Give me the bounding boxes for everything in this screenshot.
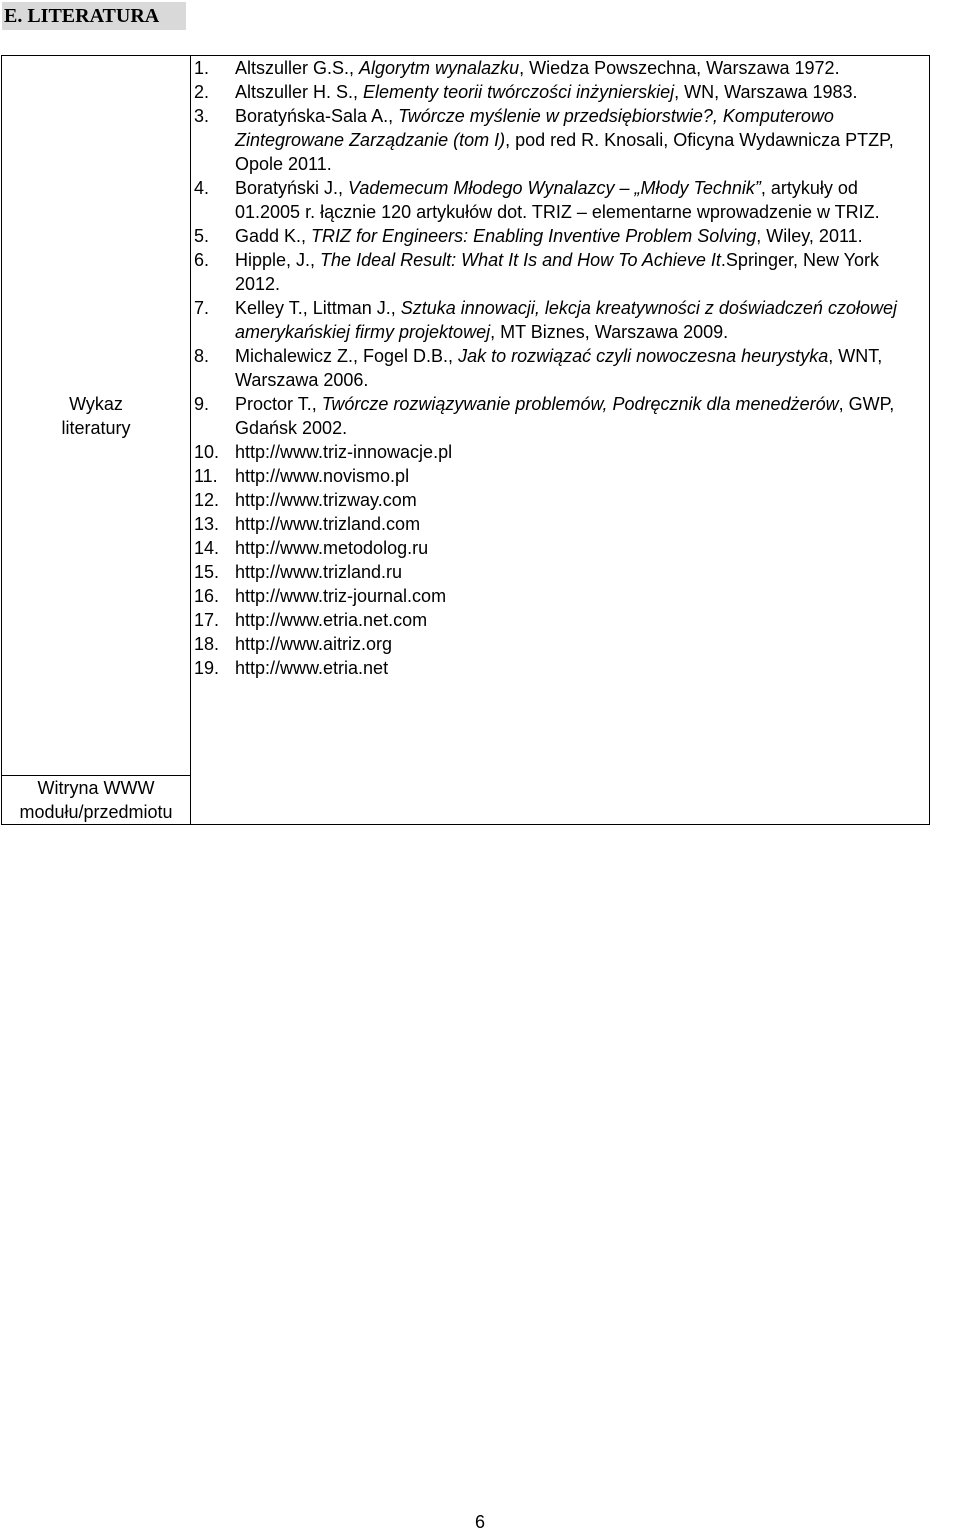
reference-item — [191, 632, 929, 656]
reference-item — [191, 104, 929, 176]
reference-text: Proctor T., — [235, 394, 322, 414]
reference-number: 13. — [194, 514, 220, 534]
website-label-line: modułu/przedmiotu — [19, 802, 173, 822]
reference-list — [191, 56, 929, 680]
reference-text: Michalewicz Z., Fogel D.B., — [235, 346, 459, 366]
reference-title: Sztuka innowacji, lekcja kreatywności z doświadczeń czołowej amerykańskiej firmy projektowej — [235, 298, 897, 342]
reference-number: 7. — [194, 298, 210, 318]
reference-text: http://www.etria.net.com — [235, 610, 428, 630]
literature-table — [1, 55, 930, 825]
reference-item — [191, 56, 929, 80]
reference-item — [191, 248, 929, 296]
reference-number: 18. — [194, 634, 220, 654]
reference-item — [191, 488, 929, 512]
reference-item — [191, 536, 929, 560]
reference-text: , WNT, Warszawa 2006. — [235, 346, 883, 390]
reference-text: http://www.trizland.ru — [235, 562, 403, 582]
reference-item — [191, 296, 929, 344]
website-label-cell — [2, 776, 191, 825]
reference-number: 19. — [194, 658, 220, 678]
reference-text: http://www.metodolog.ru — [235, 538, 429, 558]
reference-number: 3. — [194, 106, 210, 126]
reference-text: Boratyński J., — [235, 178, 349, 198]
reference-text: http://www.novismo.pl — [235, 466, 410, 486]
reference-number: 5. — [194, 226, 210, 246]
reference-text: , Wiley, 2011. — [756, 226, 863, 246]
reference-text: http://www.trizway.com — [235, 490, 417, 510]
reference-item — [191, 608, 929, 632]
literature-content-cell — [191, 56, 930, 825]
reference-text: Gadd K., — [235, 226, 312, 246]
reference-text: , pod red R. Knosali, Oficyna Wydawnicza PTZP, Opole 2011. — [235, 130, 894, 174]
reference-title: Vademecum Młodego Wynalazcy – „Młody Technik” — [348, 178, 761, 198]
reference-number: 16. — [194, 586, 220, 606]
reference-text: , artykuły od 01.2005 r. łącznie 120 artykułów dot. TRIZ – elementarne wprowadzenie w TRIZ. — [235, 178, 880, 222]
reference-title: Algorytm wynalazku — [359, 58, 520, 78]
reference-text: Boratyńska-Sala A., — [235, 106, 399, 126]
website-label-line: Witryna WWW — [37, 778, 155, 798]
reference-item — [191, 80, 929, 104]
reference-item — [191, 392, 929, 440]
literature-row — [2, 56, 930, 776]
reference-number: 17. — [194, 610, 220, 630]
reference-item — [191, 560, 929, 584]
reference-text: Altszuller H. S., — [235, 82, 364, 102]
page-number: 6 — [474, 1512, 485, 1532]
reference-title: Twórcze rozwiązywanie problemów, Podręcznik dla menedżerów — [321, 394, 839, 414]
reference-text: , MT Biznes, Warszawa 2009. — [490, 322, 729, 342]
reference-number: 1. — [194, 58, 210, 78]
reference-item — [191, 512, 929, 536]
reference-number: 14. — [194, 538, 220, 558]
reference-number: 6. — [194, 250, 210, 270]
literature-label-line: Wykaz — [69, 393, 123, 414]
section-heading: E. LITERATURA — [2, 2, 186, 30]
reference-item — [191, 344, 929, 392]
literature-label-cell — [2, 56, 191, 776]
reference-item — [191, 440, 929, 464]
reference-number: 12. — [194, 490, 220, 510]
reference-text: Hipple, J., — [235, 250, 321, 270]
reference-text: Kelley T., Littman J., — [235, 298, 401, 318]
reference-item — [191, 176, 929, 224]
reference-number: 10. — [194, 442, 220, 462]
reference-title: Jak to rozwiązać czyli nowoczesna heurystyka — [458, 346, 829, 366]
reference-text: , WN, Warszawa 1983. — [674, 82, 858, 102]
reference-item — [191, 656, 929, 680]
reference-number: 15. — [194, 562, 220, 582]
reference-item — [191, 224, 929, 248]
reference-text: .Springer, New York 2012. — [235, 250, 880, 294]
reference-title: TRIZ for Engineers: Enabling Inventive Problem Solving — [311, 226, 757, 246]
reference-text: http://www.triz-innowacje.pl — [235, 442, 453, 462]
reference-title: The Ideal Result: What It Is and How To Achieve It — [320, 250, 721, 270]
reference-text: , Wiedza Powszechna, Warszawa 1972. — [519, 58, 840, 78]
reference-number: 9. — [194, 394, 210, 414]
reference-number: 2. — [194, 82, 210, 102]
reference-text: , GWP, Gdańsk 2002. — [235, 394, 895, 438]
reference-text: Altszuller G.S., — [235, 58, 360, 78]
reference-text: http://www.aitriz.org — [235, 634, 393, 654]
reference-title: Elementy teorii twórczości inżynierskiej — [363, 82, 675, 102]
reference-title: Twórcze myślenie w przedsiębiorstwie?, Komputerowo Zintegrowane Zarządzanie (tom I) — [235, 106, 834, 150]
reference-text: http://www.triz-journal.com — [235, 586, 447, 606]
literature-label-line: literatury — [61, 417, 131, 438]
reference-text: http://www.trizland.com — [235, 514, 421, 534]
reference-number: 8. — [194, 346, 210, 366]
reference-number: 4. — [194, 178, 210, 198]
reference-number: 11. — [194, 466, 218, 486]
reference-item — [191, 584, 929, 608]
reference-item — [191, 464, 929, 488]
reference-text: http://www.etria.net — [235, 658, 389, 678]
